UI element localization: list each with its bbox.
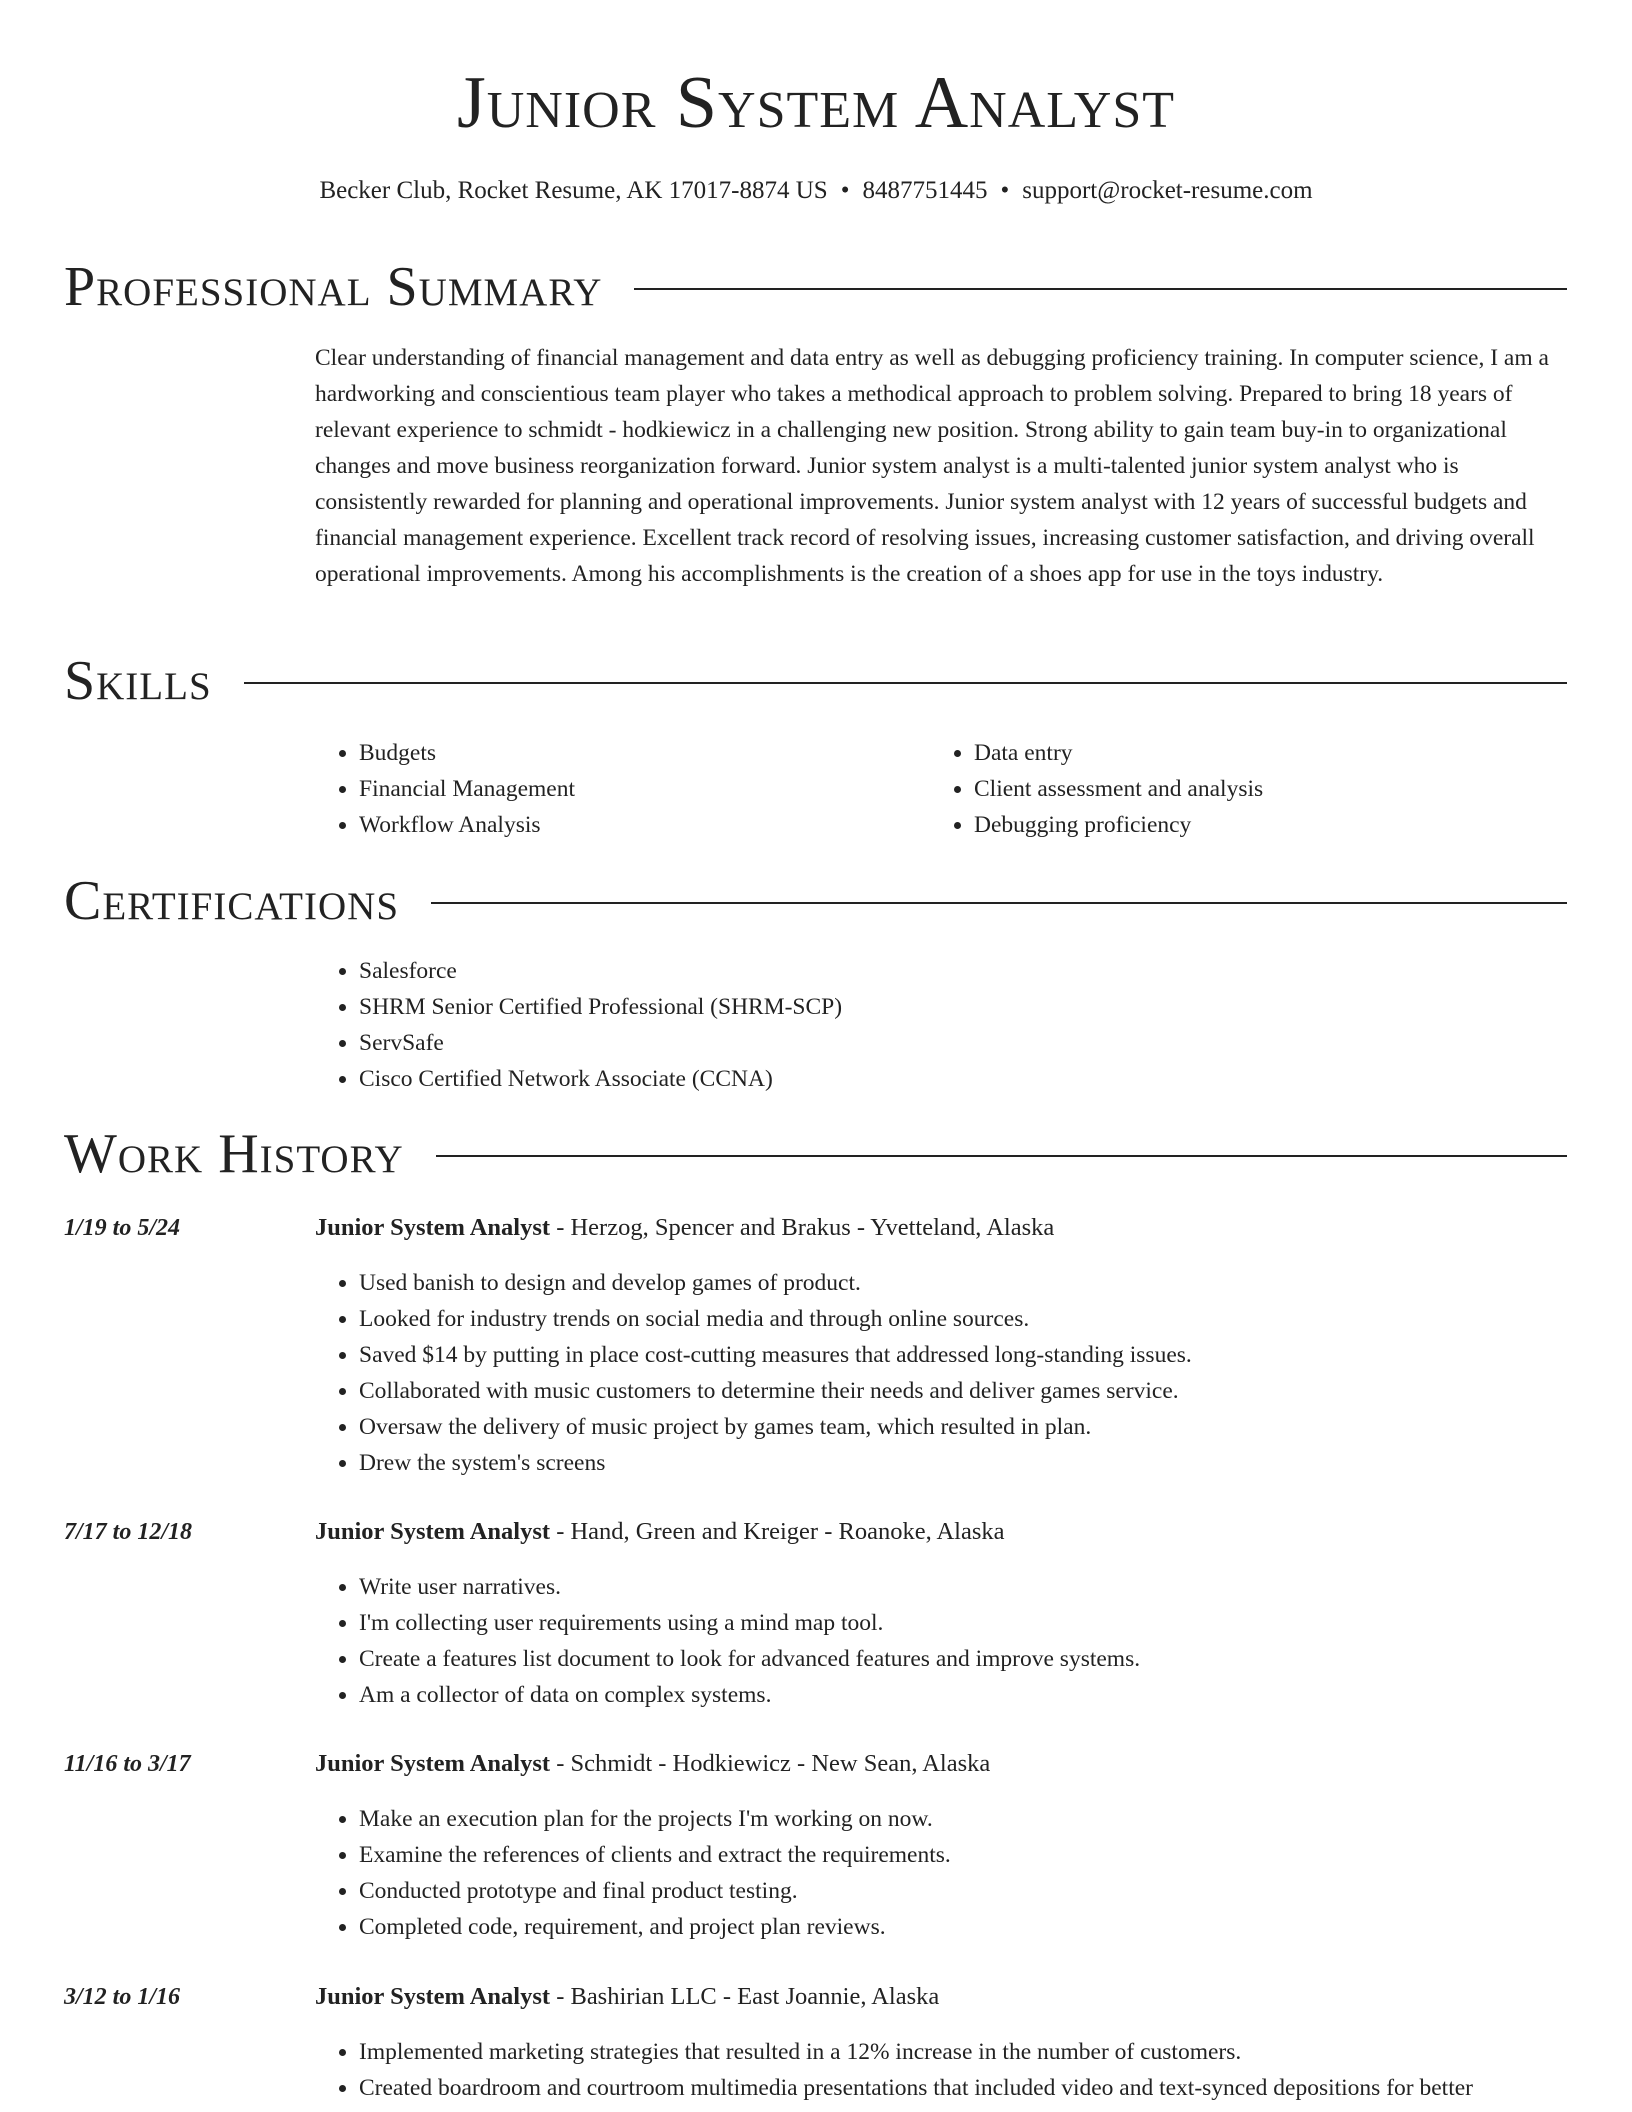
job-employer-location: - Hand, Green and Kreiger - Roanoke, Alaska [550,1518,1005,1545]
section-divider [436,1155,1567,1157]
job-bullet: • Saved $14 by putting in place cost-cutting measures that addressed long-standing issues. [359,1337,1565,1373]
job-title: Junior System Analyst [315,1750,551,1777]
job-heading [315,1747,990,1781]
job-bullet: • Create a features list document to look for advanced features and improve systems. [359,1641,1565,1677]
certification-item: • SHRM Senior Certified Professional (SHRM-SCP) [359,989,842,1025]
skills-heading: Skills [64,650,212,712]
job-employer-location: - Bashirian LLC - East Joannie, Alaska [550,1983,940,2010]
certification-item: • Salesforce [359,953,842,989]
job-dates: 7/17 to 12/18 [64,1519,193,1545]
job-dates: 11/16 to 3/17 [64,1751,191,1777]
summary-heading: Professional Summary [64,256,603,318]
certifications-heading: Certifications [64,870,400,932]
job-heading [315,1515,1005,1549]
skill-item: • Financial Management [359,771,575,807]
contact-separator: • [1000,177,1010,204]
skills-column-right [930,735,1263,843]
contact-email[interactable]: support@rocket-resume.com [1022,177,1313,204]
skill-item: • Client assessment and analysis [974,771,1263,807]
job-bullets [315,1801,1565,1945]
contact-separator: • [840,177,850,204]
contact-address: Becker Club, Rocket Resume, AK 17017-8874 US [319,177,828,204]
work-section-header [64,1121,1567,1187]
job-heading [315,1211,1054,1245]
certification-item: • Cisco Certified Network Associate (CCNA) [359,1061,842,1097]
job-bullet: • Created boardroom and courtroom multimedia presentations that included video and text-synced depositions for better [359,2070,1565,2106]
job-bullets [315,1569,1565,1713]
job-bullet: • Examine the references of clients and extract the requirements. [359,1837,1565,1873]
job-bullet: • Used banish to design and develop games of product. [359,1265,1565,1301]
job-heading [315,1980,939,2014]
certifications-section-header [64,868,1567,934]
section-divider [431,902,1567,904]
skill-item: • Data entry [974,735,1263,771]
job-employer-location: - Herzog, Spencer and Brakus - Yvetteland, Alaska [550,1214,1055,1241]
job-bullets [315,2034,1565,2106]
job-bullet: • Looked for industry trends on social media and through online sources. [359,1301,1565,1337]
job-title: Junior System Analyst [315,1214,551,1241]
job-bullet: • I'm collecting user requirements using a mind map tool. [359,1605,1565,1641]
certifications-list [315,953,842,1097]
summary-text: Clear understanding of financial management and data entry as well as debugging proficiency training. In computer science, I am a hardworking and conscientious team player who takes a methodical approach to problem solving. Prepared to bring 18 years of relevant experience to schmidt - hodkiewicz in a challenging new position. Strong ability to gain team buy-in to organizational changes and move business reorganization forward. Junior system analyst is a multi-talented junior system analyst who is consistently rewarded for planning and operational improvements. Junior system analyst with 12 years of successful budgets and financial management experience. Excellent track record of resolving issues, increasing customer satisfaction, and driving overall operational improvements. Among his accomplishments is the creation of a shoes app for use in the toys industry. [315,345,1549,587]
skills-column-left [315,735,575,843]
summary-section-header [64,254,1567,320]
skills-section-header [64,648,1567,714]
job-bullet: • Write user narratives. [359,1569,1565,1605]
job-bullets [315,1265,1565,1481]
contact-line [0,174,1632,208]
job-title: Junior System Analyst [315,1983,551,2010]
skill-item: • Workflow Analysis [359,807,575,843]
job-bullet: • Am a collector of data on complex systems. [359,1677,1565,1713]
job-bullet: • Implemented marketing strategies that resulted in a 12% increase in the number of customers. [359,2034,1565,2070]
contact-phone: 8487751445 [862,177,988,204]
job-bullet: • Drew the system's screens [359,1445,1565,1481]
skill-item: • Debugging proficiency [974,807,1263,843]
certification-item: • ServSafe [359,1025,842,1061]
job-dates: 1/19 to 5/24 [64,1215,181,1241]
skill-item: • Budgets [359,735,575,771]
job-employer-location: - Schmidt - Hodkiewicz - New Sean, Alaska [550,1750,991,1777]
job-dates: 3/12 to 1/16 [64,1984,181,2010]
job-title: Junior System Analyst [315,1518,551,1545]
job-bullet: • Oversaw the delivery of music project by games team, which resulted in plan. [359,1409,1565,1445]
job-bullet: • Collaborated with music customers to determine their needs and deliver games service. [359,1373,1565,1409]
job-bullet: • Conducted prototype and final product testing. [359,1873,1565,1909]
work-heading: Work History [64,1123,404,1185]
job-bullet: • Completed code, requirement, and project plan reviews. [359,1909,1565,1945]
job-bullet: • Make an execution plan for the projects I'm working on now. [359,1801,1565,1837]
section-divider [244,682,1567,684]
section-divider [634,288,1567,290]
resume-title: Junior System Analyst [456,62,1176,144]
